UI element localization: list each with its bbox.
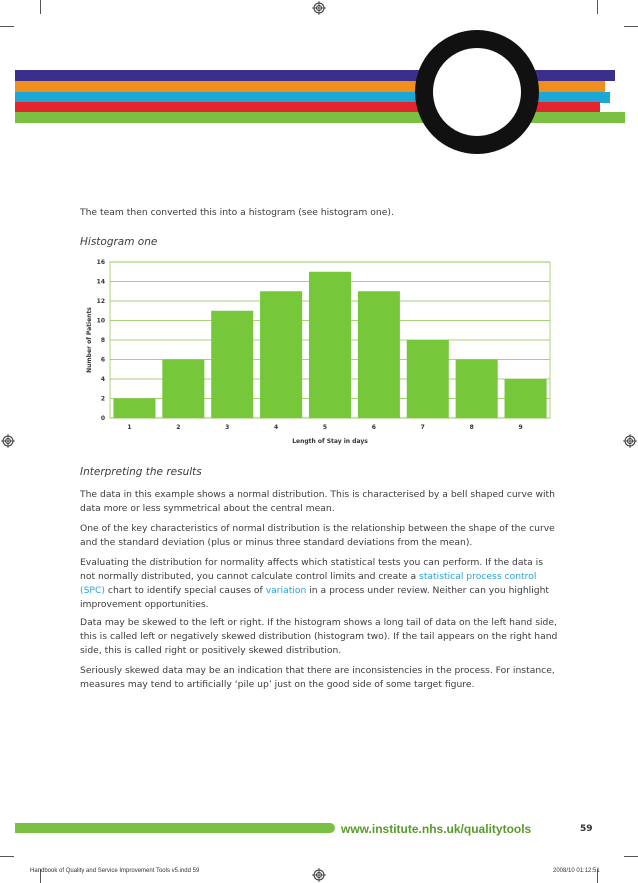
registration-mark-icon xyxy=(312,1,326,15)
histogram-bar xyxy=(456,360,498,419)
y-tick-label: 8 xyxy=(100,337,105,344)
x-tick-label: 9 xyxy=(518,424,523,431)
y-axis-label: Number of Patients xyxy=(86,307,93,373)
histogram-bar xyxy=(358,291,400,418)
paragraph-inconsistencies: Seriously skewed data may be an indication that there are inconsistencies in the process. For instance, measures may tend to artificially ‘pile up’ just on the good side of some target figure. xyxy=(80,665,555,690)
y-tick-label: 2 xyxy=(100,395,105,403)
paragraph-normal-distribution: The data in this example shows a normal distribution. This is characterised by a bell shaped curve with data more or less symmetrical about the central mean. xyxy=(80,489,555,514)
histogram-svg xyxy=(78,250,558,455)
registration-mark-icon xyxy=(1,434,15,448)
paragraph-text: chart to identify special causes of xyxy=(104,585,266,596)
slug-filename: Handbook of Quality and Service Improvement Tools v5.indd 59 xyxy=(30,868,200,874)
x-tick-label: 7 xyxy=(420,424,425,431)
histogram-bar xyxy=(505,379,547,418)
variation-link[interactable]: variation xyxy=(265,585,307,596)
histogram-chart xyxy=(78,250,558,455)
histogram-bar xyxy=(260,291,302,418)
y-tick-label: 6 xyxy=(100,356,105,364)
histogram-bar xyxy=(211,311,253,418)
footer-url-link[interactable]: www.institute.nhs.uk/qualitytools xyxy=(341,822,532,836)
x-tick-label: 2 xyxy=(176,424,181,431)
crop-mark xyxy=(0,856,14,857)
y-tick-label: 10 xyxy=(96,317,105,325)
histogram-bar xyxy=(162,360,204,419)
histogram-bar xyxy=(113,399,155,419)
histogram-bar xyxy=(407,340,449,418)
page-number: 59 xyxy=(580,824,593,834)
crop-mark xyxy=(624,856,638,857)
paragraph-skew: Data may be skewed to the left or right. If the histogram shows a long tail of data on the left hand side, this is called left or negatively skewed distribution (histogram two). If the tail appears on the right hand side, this is called right or positively skewed distribution. xyxy=(80,617,558,656)
y-tick-label: 12 xyxy=(96,298,105,305)
x-axis-label: Length of Stay in days xyxy=(292,438,368,445)
x-tick-label: 1 xyxy=(127,424,132,431)
histogram-bar xyxy=(309,272,351,418)
intro-text: The team then converted this into a histogram (see histogram one). xyxy=(80,207,394,218)
y-tick-label: 16 xyxy=(96,259,105,266)
x-tick-label: 6 xyxy=(371,424,376,431)
y-tick-label: 14 xyxy=(96,278,105,286)
section-heading: Interpreting the results xyxy=(80,466,202,478)
crop-mark xyxy=(40,0,41,14)
paragraph-normality xyxy=(80,556,560,612)
y-tick-label: 4 xyxy=(100,376,105,383)
crop-mark xyxy=(0,26,14,27)
registration-mark-icon xyxy=(623,434,637,448)
x-tick-label: 3 xyxy=(225,424,230,431)
histogram-title: Histogram one xyxy=(80,236,158,248)
spc-link[interactable]: statistical process control (SPC) xyxy=(80,571,537,596)
ring-logo-icon xyxy=(415,30,539,154)
crop-mark xyxy=(597,0,598,14)
slug-timestamp: 2008/10 01:12:51 xyxy=(553,868,600,874)
footer-green-bar xyxy=(15,823,335,833)
x-tick-label: 8 xyxy=(469,424,474,431)
x-tick-label: 4 xyxy=(274,424,279,431)
x-tick-label: 5 xyxy=(322,424,328,431)
crop-mark xyxy=(624,26,638,27)
paragraph-standard-deviation: One of the key characteristics of normal distribution is the relationship between the shape of the curve and the standard deviation (plus or minus three standard deviations from the mean). xyxy=(80,523,555,548)
y-tick-label: 0 xyxy=(100,415,105,422)
paragraph-text: Evaluating the distribution for normality affects which statistical tests you can perform. If the data is not normally distributed, you cannot calculate control limits and create a xyxy=(80,557,543,582)
registration-mark-icon xyxy=(312,868,326,882)
paragraph-text: in a process under review. Neither can you highlight improvement opportunities. xyxy=(80,585,550,610)
